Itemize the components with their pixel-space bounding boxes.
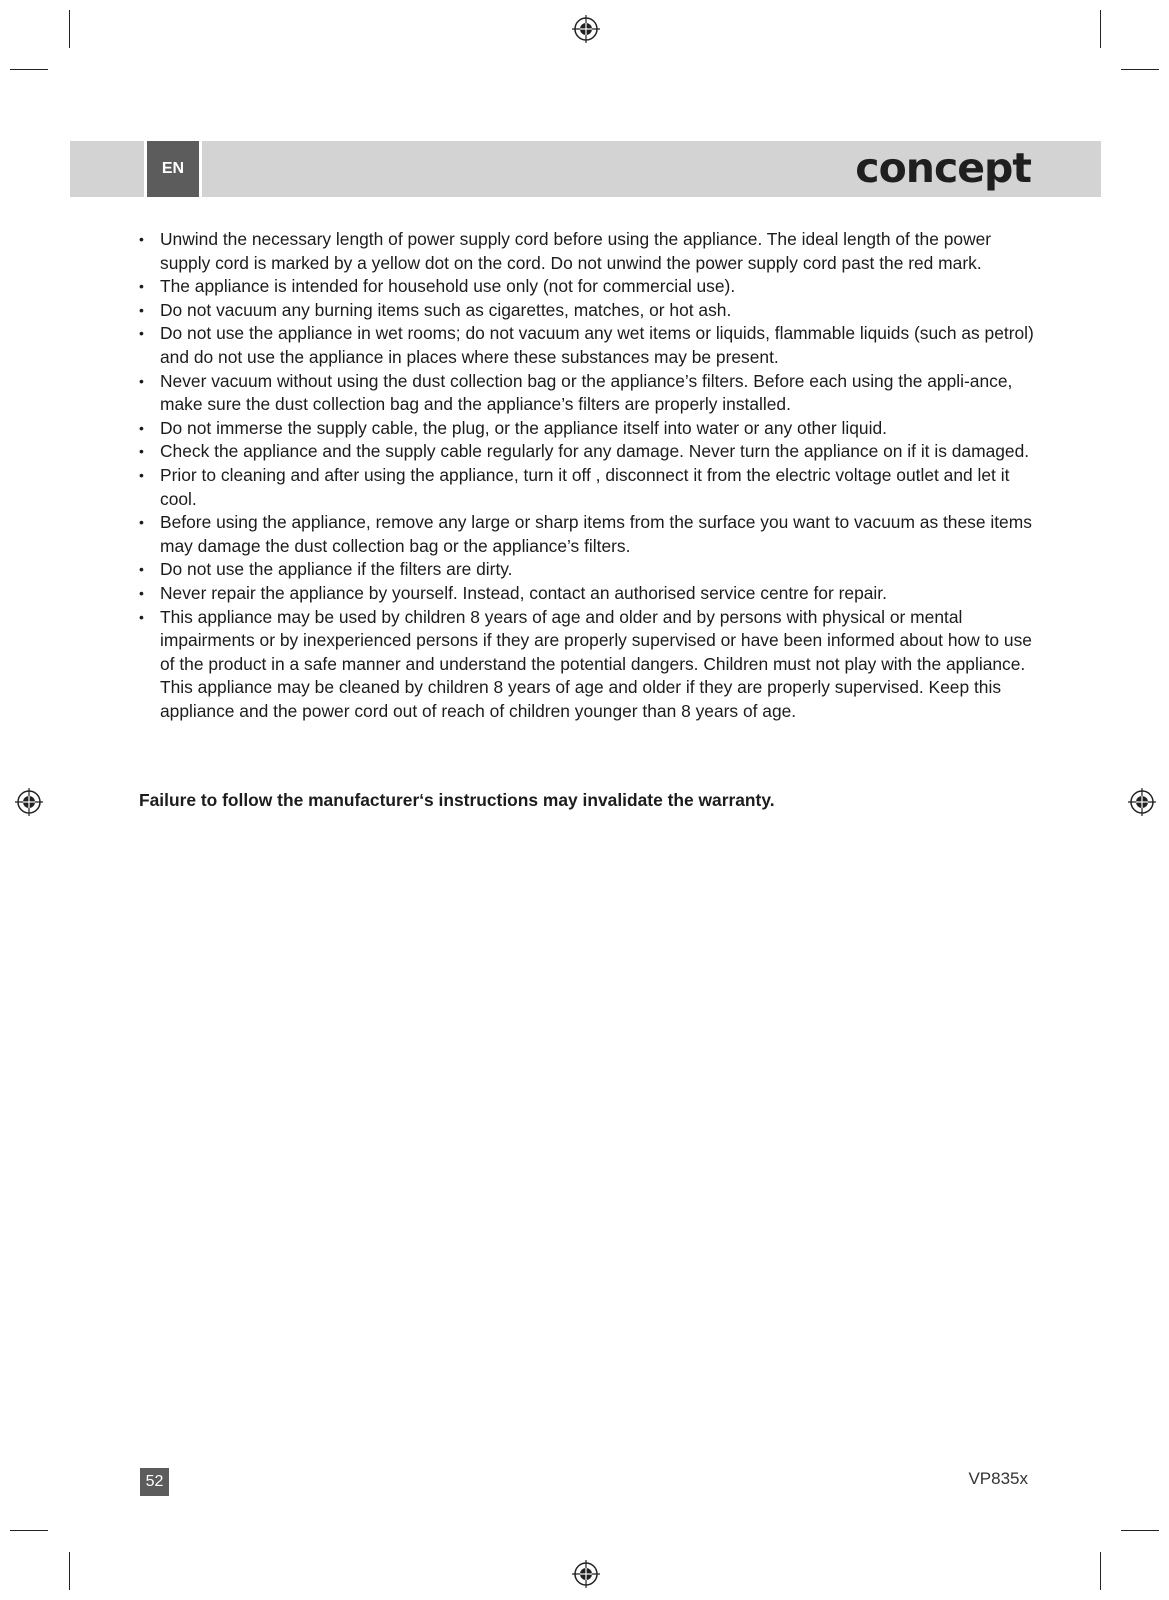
list-item: • Do not use the appliance if the filters are dirty. [139, 558, 1039, 582]
crop-mark [69, 1552, 70, 1590]
registration-mark-icon [14, 787, 44, 817]
brand-logo: concept [855, 144, 1031, 192]
list-item: • Before using the appliance, remove any large or sharp items from the surface you want to vacuum as these items may damage the dust collection bag or the appliance’s filters. [139, 511, 1039, 558]
list-item: • Do not immerse the supply cable, the plug, or the appliance itself into water or any other liquid. [139, 417, 1039, 441]
crop-mark [1100, 10, 1101, 48]
registration-mark-icon [1127, 787, 1157, 817]
safety-list [139, 228, 1039, 723]
list-item: • Do not use the appliance in wet rooms; do not vacuum any wet items or liquids, flammable liquids (such as petrol) and do not use the appliance in places where these substances may be present. [139, 322, 1039, 369]
list-item: • Never repair the appliance by yourself. Instead, contact an authorised service centre for repair. [139, 582, 1039, 606]
model-number: VP835x [968, 1469, 1028, 1488]
crop-mark [10, 69, 48, 70]
list-item: • Check the appliance and the supply cable regularly for any damage. Never turn the appliance on if it is damaged. [139, 440, 1039, 464]
crop-mark [1121, 1530, 1159, 1531]
warranty-note: Failure to follow the manufacturer‘s instructions may invalidate the warranty. [139, 790, 775, 810]
page-number: 52 [140, 1468, 169, 1496]
list-item: • Unwind the necessary length of power supply cord before using the appliance. The ideal length of the power supply cord is marked by a yellow dot on the cord. Do not unwind the power supply cord past the red mark. [139, 228, 1039, 275]
list-item: • Never vacuum without using the dust collection bag or the appliance’s filters. Before each using the appli-ance, make sure the dust collection bag and the appliance’s filters are properly installed. [139, 370, 1039, 417]
crop-mark [1100, 1552, 1101, 1590]
safety-instructions [139, 228, 1039, 723]
list-item: • This appliance may be used by children 8 years of age and older and by persons with physical or mental impairments or by inexperienced persons if they are properly supervised or have been informed about how to use of the product in a safe manner and understand the potential dangers. Children must not play with the appliance. This appliance may be cleaned by children 8 years of age and older if they are properly supervised. Keep this appliance and the power cord out of reach of children younger than 8 years of age. [139, 606, 1039, 724]
language-label: EN [144, 141, 202, 197]
registration-mark-icon [571, 14, 601, 44]
list-item: • Prior to cleaning and after using the appliance, turn it off , disconnect it from the electric voltage outlet and let it cool. [139, 464, 1039, 511]
registration-mark-icon [571, 1559, 601, 1589]
list-item: • The appliance is intended for household use only (not for commercial use). [139, 275, 1039, 299]
crop-mark [69, 10, 70, 48]
crop-mark [10, 1530, 48, 1531]
list-item: • Do not vacuum any burning items such as cigarettes, matches, or hot ash. [139, 299, 1039, 323]
crop-mark [1121, 69, 1159, 70]
